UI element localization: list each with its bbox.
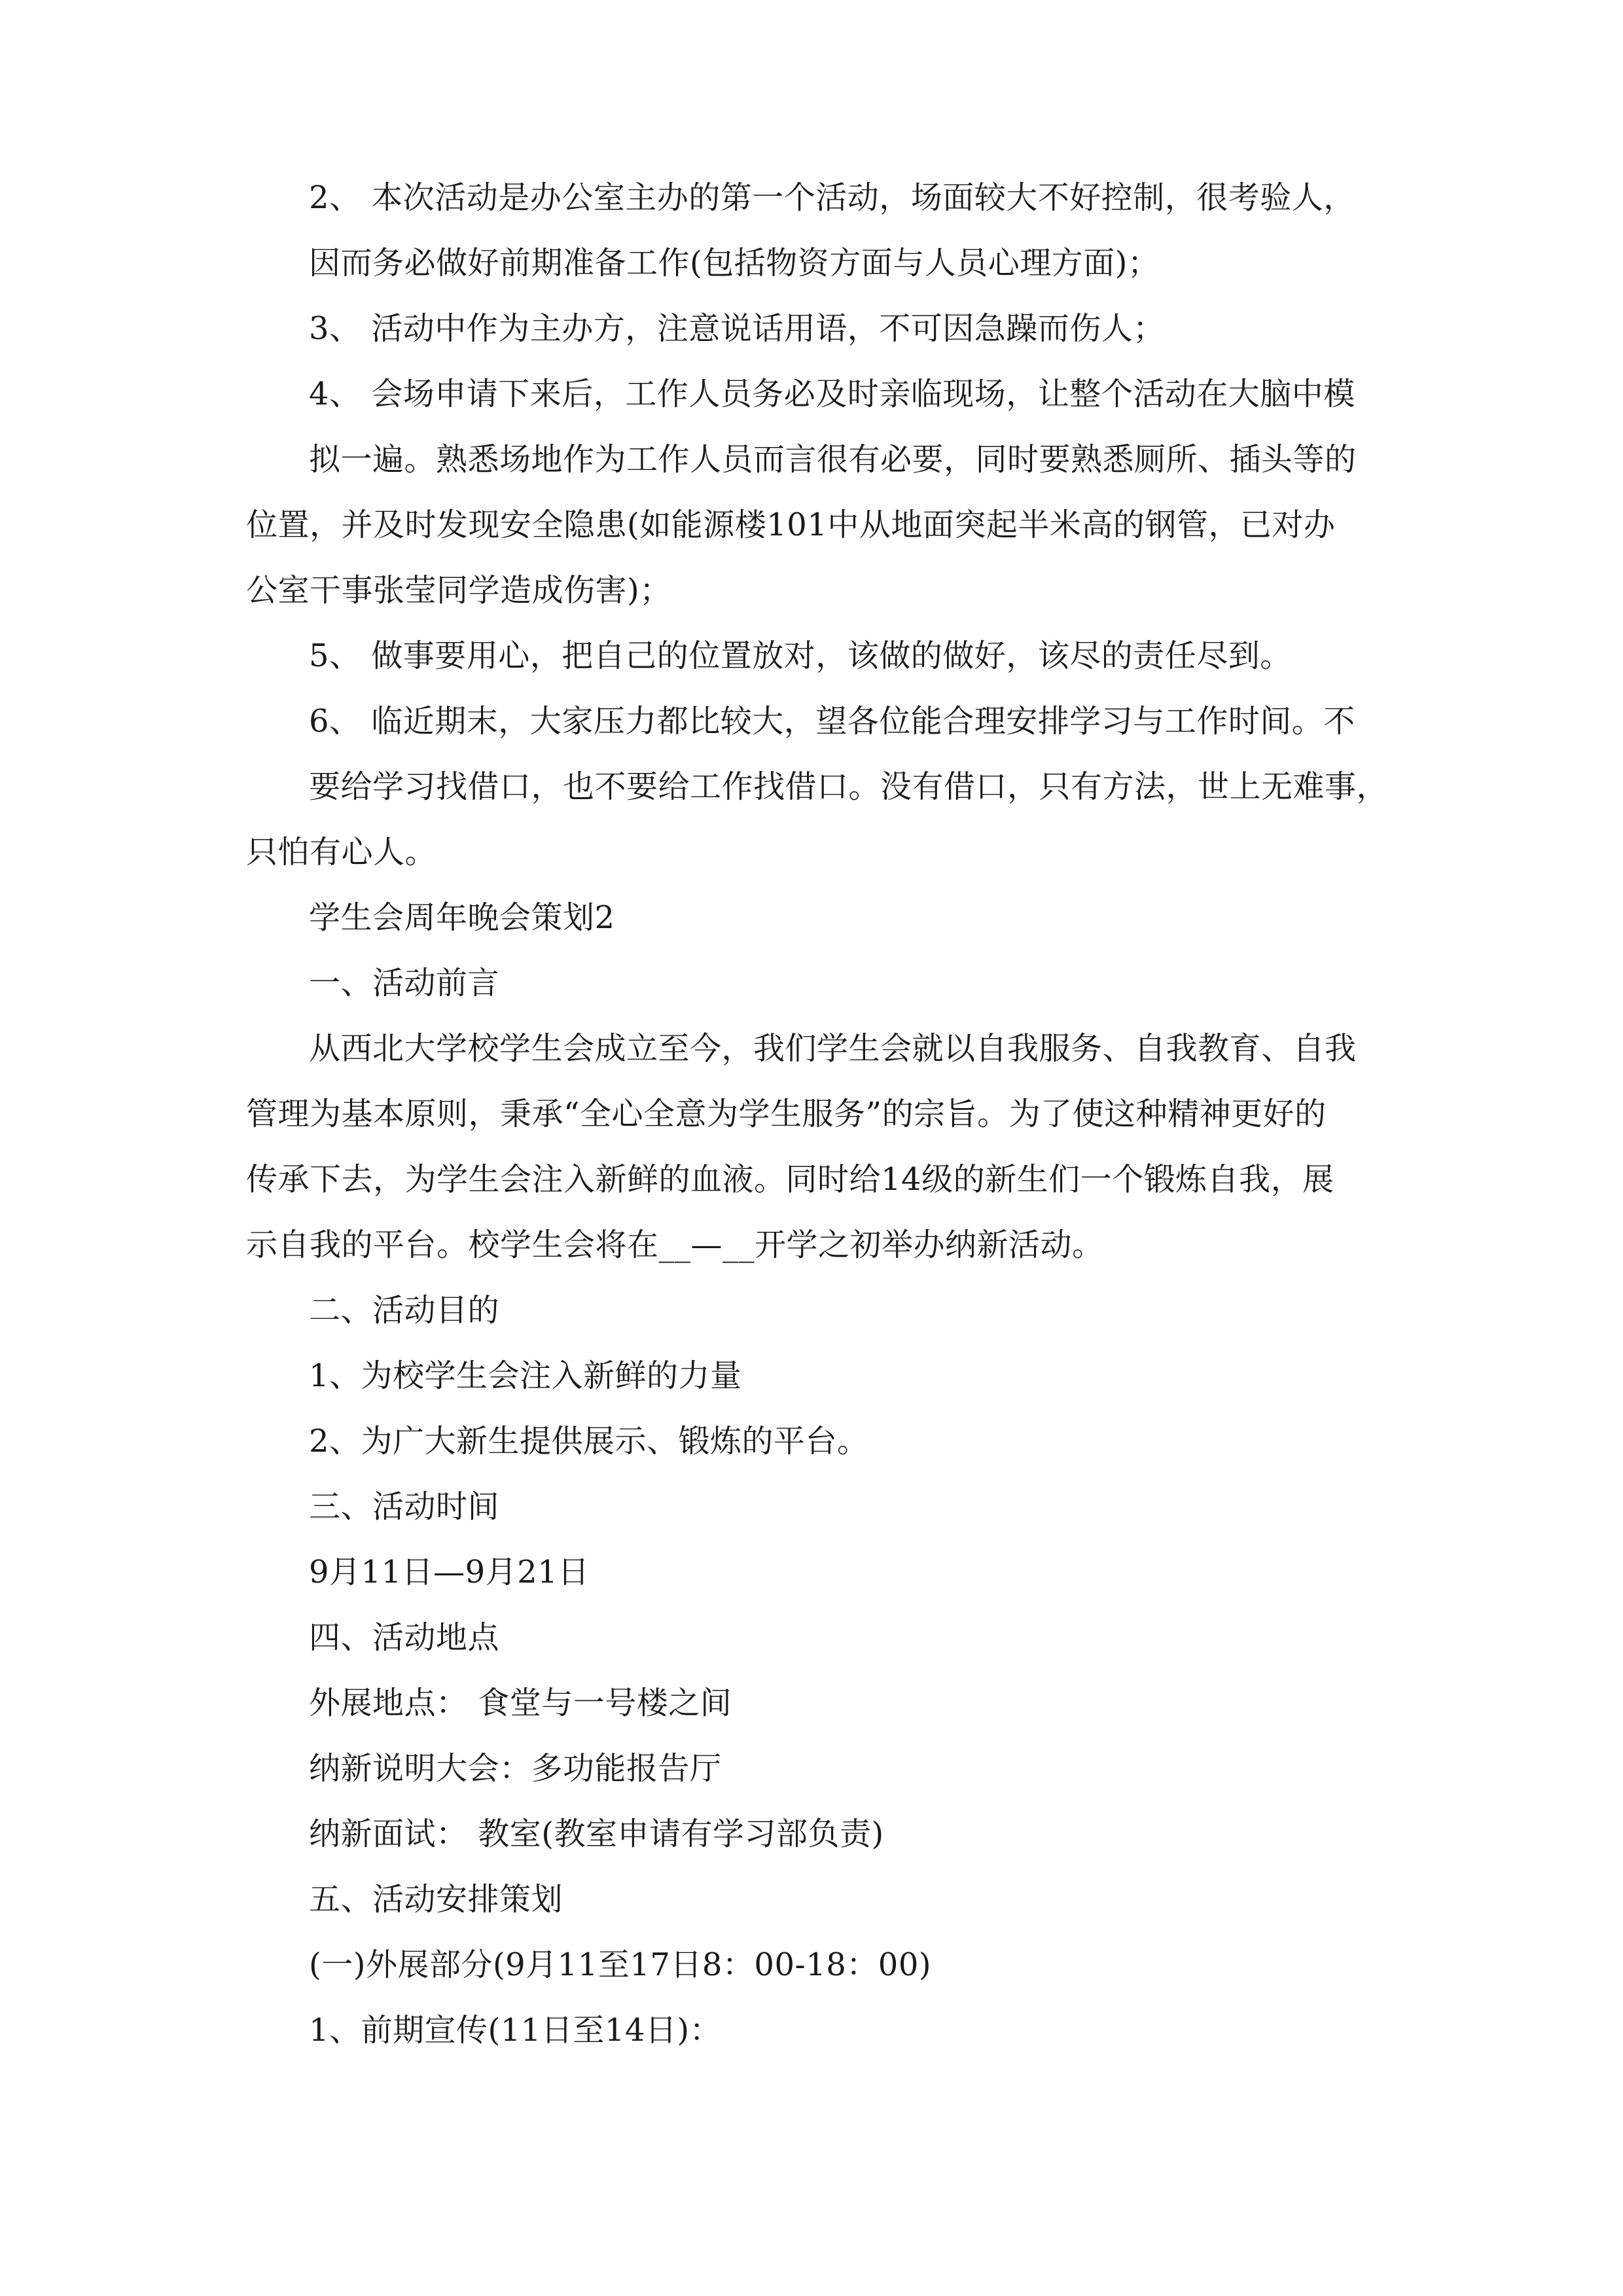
list-item: 1、为校学生会注入新鲜的力量 xyxy=(309,1357,742,1394)
paragraph-line: 因而务必做好前期准备工作(包括物资方面与人员心理方面)； xyxy=(309,245,1160,281)
section-heading: 三、活动时间 xyxy=(309,1488,500,1525)
paragraph-line: 要给学习找借口，也不要给工作找借口。没有借口，只有方法，世上无难事， xyxy=(309,768,1389,805)
paragraph-line: 9月11日—9月21日 xyxy=(309,1554,590,1590)
paragraph-line: 4、 会场申请下来后，工作人员务必及时亲临现场，让整个活动在大脑中模 xyxy=(309,376,1355,412)
paragraph-line: 管理为基本原则，秉承“全心全意为学生服务”的宗旨。为了使这种精神更好的 xyxy=(246,1096,1327,1132)
section-heading: 二、活动目的 xyxy=(309,1292,500,1329)
list-item: 纳新面试： 教室(教室申请有学习部负责) xyxy=(309,1816,884,1852)
section-title: 学生会周年晚会策划2 xyxy=(309,899,615,936)
paragraph-line: 5、 做事要用心，把自己的位置放对，该做的做好，该尽的责任尽到。 xyxy=(309,637,1292,674)
section-heading: 一、活动前言 xyxy=(309,965,500,1001)
paragraph-line: 公室干事张莹同学造成伤害)； xyxy=(246,572,671,609)
list-item: 外展地点： 食堂与一号楼之间 xyxy=(309,1685,732,1721)
section-heading: 四、活动地点 xyxy=(309,1619,500,1656)
list-item: 纳新说明大会：多功能报告厅 xyxy=(309,1750,722,1787)
paragraph-line: 3、 活动中作为主办方，注意说话用语，不可因急躁而伤人； xyxy=(309,310,1165,347)
list-item: 1、前期宣传(11日至14日)： xyxy=(309,2012,722,2049)
subsection-heading: (一)外展部分(9月11至17日8：00-18：00) xyxy=(309,1946,932,1983)
paragraph-line: 位置，并及时发现安全隐患(如能源楼101中从地面突起半米高的钢管，已对办 xyxy=(246,507,1336,543)
document-body xyxy=(246,165,1398,2063)
paragraph-line: 6、 临近期末，大家压力都比较大，望各位能合理安排学习与工作时间。不 xyxy=(309,703,1355,740)
paragraph-line: 示自我的平台。校学生会将在__—__开学之初举办纳新活动。 xyxy=(246,1227,1104,1263)
paragraph-line: 从西北大学校学生会成立至今，我们学生会就以自我服务、自我教育、自我 xyxy=(309,1030,1357,1067)
paragraph-line: 传承下去，为学生会注入新鲜的血液。同时给14级的新生们一个锻炼自我，展 xyxy=(246,1161,1334,1198)
paragraph-line: 2、 本次活动是办公室主办的第一个活动，场面较大不好控制，很考验人， xyxy=(309,179,1355,216)
paragraph-line: 只怕有心人。 xyxy=(246,834,437,870)
paragraph-line: 拟一遍。熟悉场地作为工作人员而言很有必要，同时要熟悉厕所、插头等的 xyxy=(309,441,1357,478)
list-item: 2、为广大新生提供展示、锻炼的平台。 xyxy=(309,1423,869,1460)
section-heading: 五、活动安排策划 xyxy=(309,1881,563,1918)
